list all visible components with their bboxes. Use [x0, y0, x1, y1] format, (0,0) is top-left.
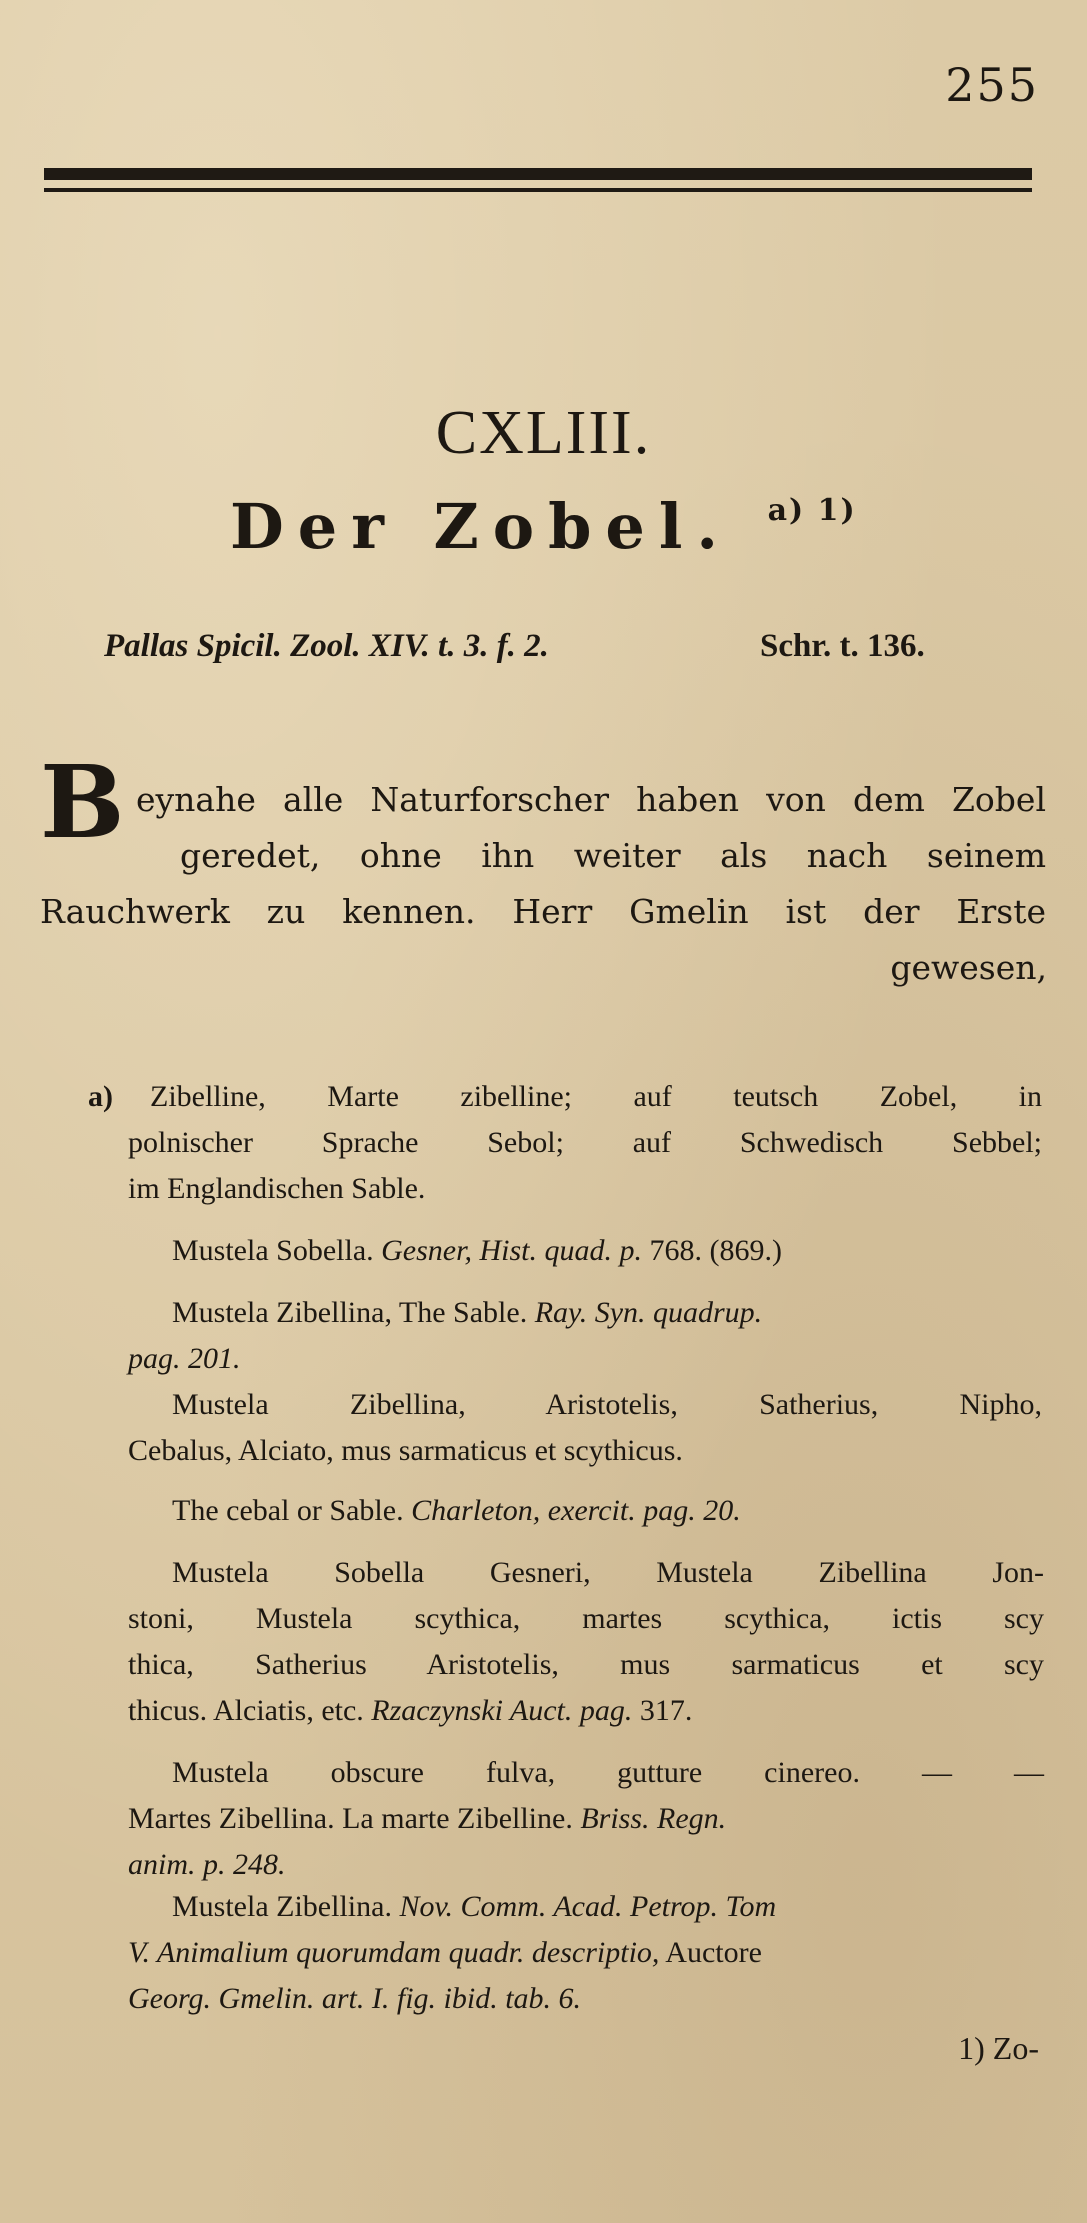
footnote-line: [128, 1848, 286, 1882]
header-rule-thick: [44, 168, 1032, 180]
footnote-line: Mustela Zibellina, Aristotelis, Satherius, Nipho,: [172, 1388, 1042, 1421]
footnote-line: [128, 1342, 241, 1376]
body-line-3: Rauchwerk zu kennen. Herr Gmelin ist der Erste: [40, 892, 1046, 931]
header-rule-thin: [44, 188, 1032, 192]
footnote-line: polnischer Sprache Sebol; auf Schwedisch Sebbel;: [128, 1126, 1042, 1159]
reference-pallas: Pallas Spicil. Zool. XIV. t. 3. f. 2.: [104, 628, 549, 664]
footnote-citation: Charleton, exercit. pag. 20.: [411, 1494, 741, 1527]
footnote-line: Cebalus, Alciato, mus sarmaticus et scythicus.: [128, 1434, 683, 1467]
footnote-citation: V. Animalium quorumdam quadr. descriptio,: [128, 1936, 660, 1969]
footnote-citation: Gesner, Hist. quad. p.: [381, 1234, 642, 1267]
footnote-line: [172, 1890, 1046, 1924]
footnote-citation: Rzaczynski Auct. pag.: [371, 1694, 633, 1727]
footnote-line: Mustela Sobella Gesneri, Mustela Zibellina Jon-: [172, 1556, 1044, 1589]
catchword: 1) Zo-: [958, 2030, 1039, 2066]
page-number: 255: [945, 58, 1039, 112]
footnote-text: 768. (869.): [649, 1234, 782, 1267]
footnote-text: Martes Zibellina. La marte Zibelline.: [128, 1802, 573, 1835]
footnote-text: Mustela Zibellina.: [172, 1890, 392, 1923]
footnote-text: The cebal or Sable.: [172, 1494, 404, 1527]
footnote-line: [172, 1234, 782, 1268]
footnote-text: Mustela Zibellina, The Sable.: [172, 1296, 528, 1329]
title-footnote-markers: a) 1): [767, 493, 857, 528]
footnote-citation: Georg. Gmelin. art. I. fig. ibid. tab. 6.: [128, 1982, 582, 2015]
footnote-citation: Ray. Syn. quadrup.: [534, 1296, 763, 1329]
footnote-marker: a): [88, 1080, 113, 1113]
footnote-text: Mustela Sobella.: [172, 1234, 374, 1267]
footnote-line: [128, 1936, 1046, 1970]
footnote-line: [172, 1494, 741, 1528]
reference-schreber: Schr. t. 136.: [760, 628, 925, 664]
footnote-line: [128, 1694, 692, 1728]
footnote-line: [128, 1802, 1044, 1836]
chapter-title-text: Der Zobel.: [230, 490, 733, 563]
footnote-text: thicus. Alciatis, etc.: [128, 1694, 364, 1727]
footnote-citation: Nov. Comm. Acad. Petrop. Tom: [399, 1890, 777, 1923]
footnote-text: 317.: [639, 1694, 693, 1727]
body-line-2: geredet, ohne ihn weiter als nach seinem: [180, 836, 1046, 875]
chapter-title: [230, 490, 930, 563]
drop-cap: B: [40, 743, 125, 861]
footnote-line: stoni, Mustela scythica, martes scythica, ictis scy: [128, 1602, 1044, 1635]
footnote-text: Auctore: [665, 1936, 762, 1969]
footnote-line: thica, Satherius Aristotelis, mus sarmaticus et scy: [128, 1648, 1044, 1681]
footnote-citation: Briss. Regn.: [580, 1802, 727, 1835]
footnote-citation: anim. p. 248.: [128, 1848, 286, 1881]
footnote-line: [172, 1296, 1042, 1330]
footnote-line: Zibelline, Marte zibelline; auf teutsch Zobel, in: [150, 1080, 1042, 1113]
footnote-line: Mustela obscure fulva, gutture cinereo. — —: [172, 1756, 1044, 1789]
footnote-citation: pag. 201.: [128, 1342, 241, 1375]
chapter-number: CXLIII.: [435, 399, 652, 467]
footnote-line: im Englandischen Sable.: [128, 1172, 426, 1205]
reference-line: [104, 628, 1004, 665]
body-line-1: eynahe alle Naturforscher haben von dem Zobel: [136, 780, 1046, 819]
body-line-4: gewesen,: [890, 948, 1047, 987]
footnote-line: [128, 1982, 581, 2016]
